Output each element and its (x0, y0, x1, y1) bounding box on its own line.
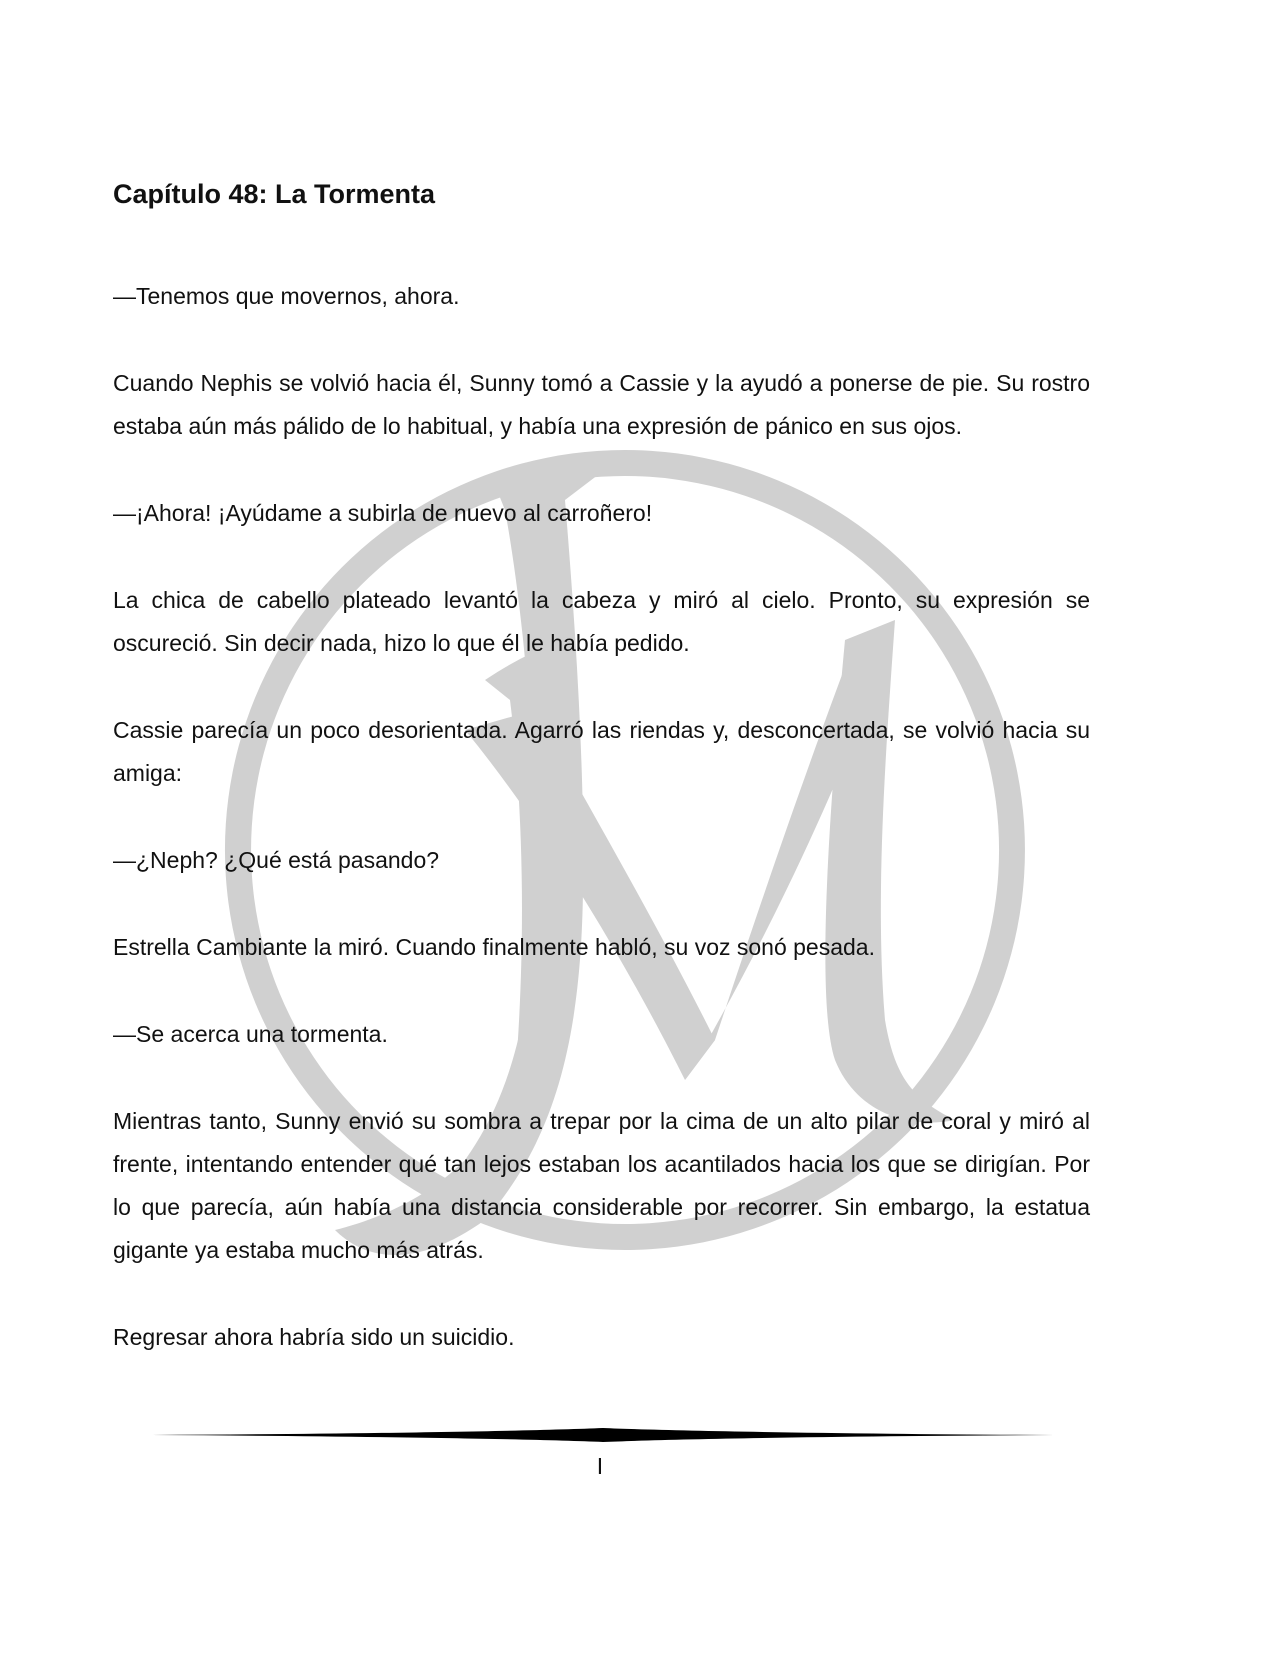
paragraph: Cassie parecía un poco desorientada. Agarró las riendas y, desconcertada, se volvió hacia su amiga: (113, 717, 1090, 786)
paragraph: —¿Neph? ¿Qué está pasando? (113, 847, 440, 873)
footer-divider (152, 1428, 1054, 1442)
paragraph: —¡Ahora! ¡Ayúdame a subirla de nuevo al carroñero! (113, 500, 653, 526)
paragraph: Mientras tanto, Sunny envió su sombra a trepar por la cima de un alto pilar de coral y miró al frente, intentando entender qué tan lejos estaban los acantilados hacia los que se dirigían. Por lo que parecía, aún había una distancia considerable por recorrer. Sin embargo, la estatua gigante ya estaba mucho más atrás. (113, 1108, 1090, 1263)
paragraph: Estrella Cambiante la miró. Cuando finalmente habló, su voz sonó pesada. (113, 934, 875, 960)
paragraph: Cuando Nephis se volvió hacia él, Sunny tomó a Cassie y la ayudó a ponerse de pie. Su rostro estaba aún más pálido de lo habitual, y había una expresión de pánico en sus ojos. (113, 370, 1090, 439)
chapter-title: Capítulo 48: La Tormenta (113, 179, 436, 209)
paragraph: —Tenemos que movernos, ahora. (113, 283, 460, 309)
paragraph: Regresar ahora habría sido un suicidio. (113, 1324, 515, 1350)
page-number: I (596, 1453, 604, 1479)
paragraph: —Se acerca una tormenta. (113, 1021, 388, 1047)
paragraph: La chica de cabello plateado levantó la cabeza y miró al cielo. Pronto, su expresión se oscureció. Sin decir nada, hizo lo que él le había pedido. (113, 587, 1090, 656)
